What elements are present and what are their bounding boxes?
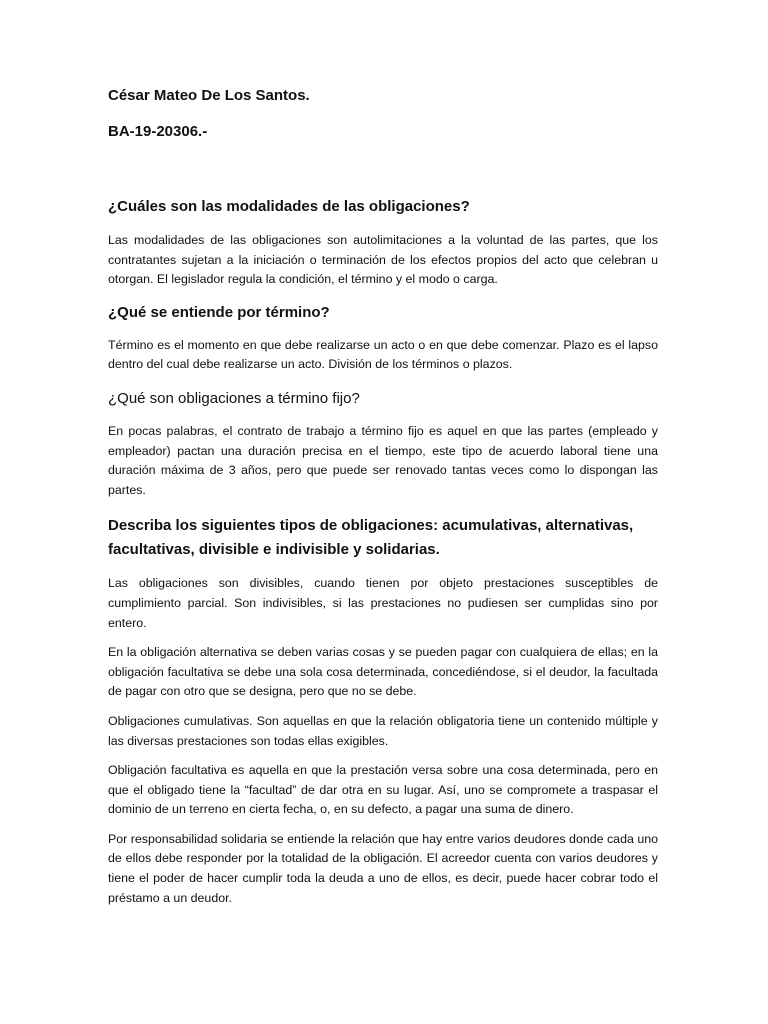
- paragraph-termino-fijo: En pocas palabras, el contrato de trabajo a término fijo es aquel en que las partes (empleado y empleador) pactan una duración precisa en el tiempo, este tipo de acuerdo laboral tiene una duración máxima de 3 años, pero que puede ser renovado tantas veces como lo dispongan las partes.: [108, 423, 658, 497]
- heading-tipos-obligaciones: Describa los siguientes tipos de obligaciones: acumulativas, alternativas, facultativas, divisible e indivisible y solidarias.: [108, 517, 634, 559]
- paragraph-facultativa: Obligación facultativa es aquella en que la prestación versa sobre una cosa determinada, pero en que el obligado tiene la “facultad” de dar otra en su lugar. Así, uno se compromete a traspasar el dominio de un terreno en cierta fecha, o, en su defecto, a pagar una suma de dinero.: [108, 763, 658, 817]
- paragraph-cumulativas: Obligaciones cumulativas. Son aquellas en que la relación obligatoria tiene un contenido múltiple y las diversas prestaciones son todas ellas exigibles.: [108, 713, 658, 748]
- paragraph-termino: Término es el momento en que debe realizarse un acto o en que debe comenzar. Plazo es el lapso dentro del cual debe realizarse un acto. División de los términos o plazos.: [108, 337, 658, 372]
- document-page: [108, 86, 658, 908]
- heading-modalidades: ¿Cuáles son las modalidades de las obligaciones?: [108, 198, 470, 215]
- student-id: BA-19-20306.-: [108, 123, 208, 140]
- paragraph-modalidades: Las modalidades de las obligaciones son autolimitaciones a la voluntad de las partes, que los contratantes sujetan a la iniciación o terminación de los efectos propios del acto que celebran u otorgan. El legislador regula la condición, el término y el modo o carga.: [108, 233, 658, 287]
- paragraph-solidaria: Por responsabilidad solidaria se entiende la relación que hay entre varios deudores donde cada uno de ellos debe responder por la totalidad de la obligación. El acreedor cuenta con varios deudores y tiene el poder de hacer cumplir toda la deuda a uno de ellos, es decir, puede hacer cobrar todo el préstamo a un deudor.: [108, 831, 658, 905]
- author-name: César Mateo De Los Santos.: [108, 87, 310, 104]
- heading-termino: ¿Qué se entiende por término?: [108, 303, 330, 321]
- paragraph-alternativa: En la obligación alternativa se deben varias cosas y se pueden pagar con cualquiera de ellas; en la obligación facultativa se debe una sola cosa determinada, concediéndose, si el deudor, la facultada de pagar con otro que se designa, pero que no se debe.: [108, 645, 658, 699]
- heading-termino-fijo: ¿Qué son obligaciones a término fijo?: [108, 389, 360, 407]
- paragraph-divisibles: Las obligaciones son divisibles, cuando tienen por objeto prestaciones susceptibles de cumplimiento parcial. Son indivisibles, si las prestaciones no pudiesen ser cumplidas sino por entero.: [108, 576, 658, 630]
